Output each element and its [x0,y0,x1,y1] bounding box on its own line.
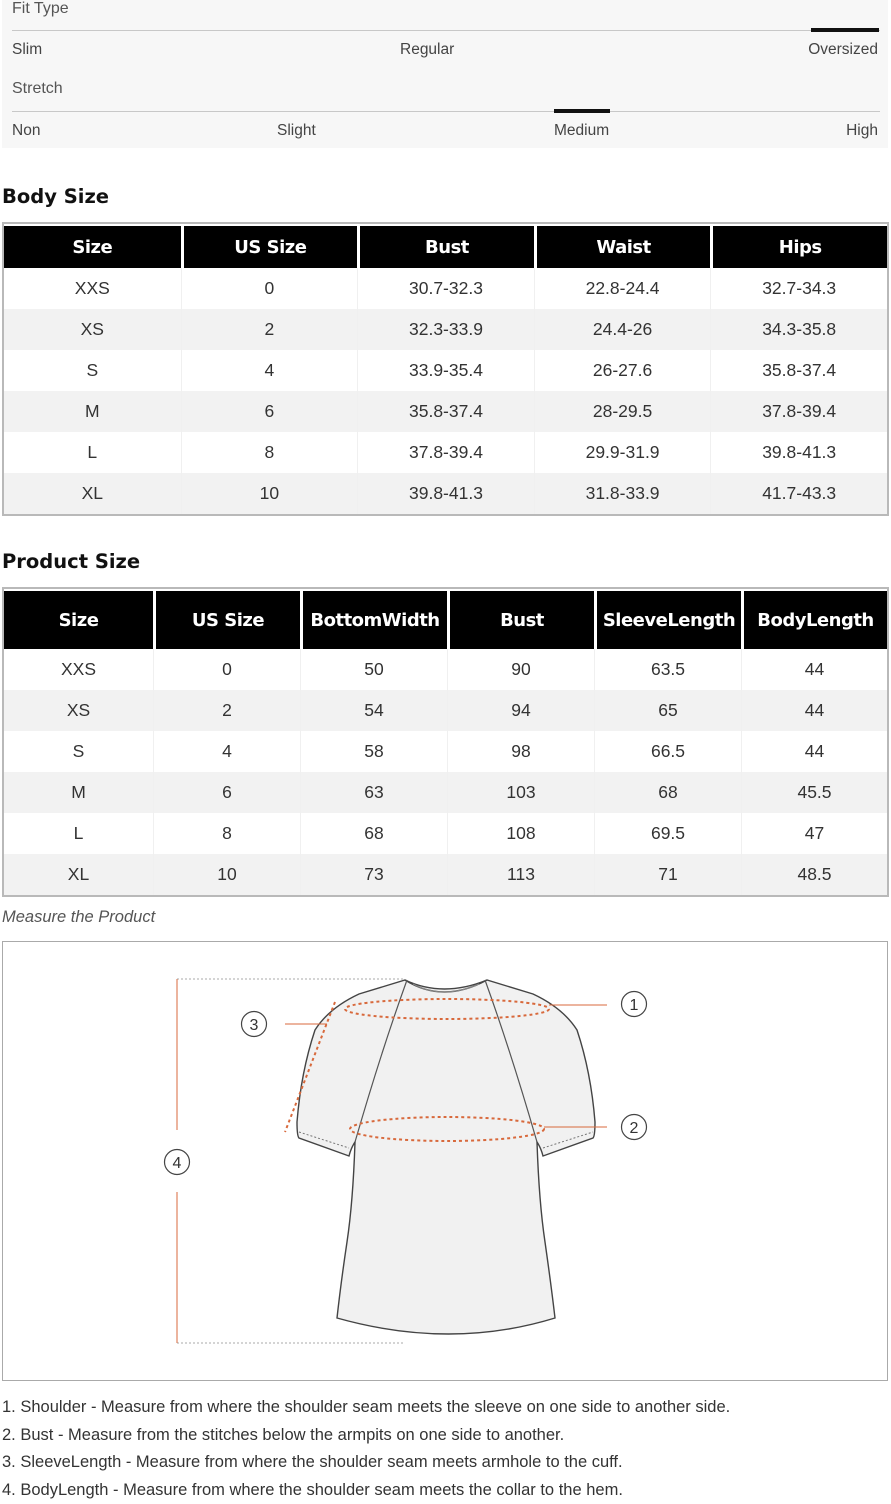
table-cell: 4 [181,350,358,391]
table-cell: 71 [594,854,741,895]
table-cell: 37.8-39.4 [710,391,887,432]
table-cell: 22.8-24.4 [534,268,711,309]
stretch-option-slight: Slight [277,122,316,140]
stretch-label: Stretch [12,80,63,98]
header-bust: Bust [357,224,534,268]
table-cell: 68 [300,813,447,854]
fit-option-oversized: Oversized [808,41,878,59]
table-cell: XL [4,854,153,895]
table-cell: 98 [447,731,594,772]
table-cell: 54 [300,690,447,731]
table-cell: M [4,772,153,813]
table-row [4,813,887,854]
note-body-length: 4. BodyLength - Measure from where the shoulder seam meets the collar to the hem. [2,1477,730,1504]
table-cell: S [4,731,153,772]
table-row [4,772,887,813]
table-cell: 113 [447,854,594,895]
table-cell: 2 [181,309,358,350]
header-us-size: US Size [181,224,358,268]
table-cell: 29.9-31.9 [534,432,711,473]
body-size-title: Body Size [2,185,109,208]
table-row [4,649,887,690]
table-cell: 32.7-34.3 [710,268,887,309]
table-row [4,391,887,432]
table-cell: 44 [741,690,887,731]
header-size: Size [4,224,181,268]
table-cell: 0 [181,268,358,309]
table-row [4,432,887,473]
fit-type-selected-marker [811,28,879,32]
table-cell: 4 [153,731,300,772]
header-waist: Waist [534,224,711,268]
header-sleeve-length: SleeveLength [594,589,741,649]
table-cell: 10 [181,473,358,514]
table-cell: 68 [594,772,741,813]
table-cell: 6 [153,772,300,813]
fit-option-slim: Slim [12,41,42,59]
table-cell: 44 [741,649,887,690]
table-cell: 73 [300,854,447,895]
table-cell: XXS [4,649,153,690]
marker-4-label: 4 [173,1155,182,1172]
measure-title: Measure the Product [2,908,155,927]
table-cell: 90 [447,649,594,690]
header-size: Size [4,589,153,649]
table-cell: L [4,813,153,854]
table-cell: 58 [300,731,447,772]
stretch-option-non: Non [12,122,40,140]
table-cell: 32.3-33.9 [357,309,534,350]
table-row [4,309,887,350]
table-cell: L [4,432,181,473]
tshirt-diagram [3,942,887,1380]
table-cell: 69.5 [594,813,741,854]
table-cell: 39.8-41.3 [710,432,887,473]
table-row [4,350,887,391]
product-size-title: Product Size [2,550,140,573]
fit-type-scale [12,30,880,31]
table-cell: XL [4,473,181,514]
marker-2-label: 2 [630,1120,639,1137]
stretch-option-high: High [846,122,878,140]
table-cell: 2 [153,690,300,731]
marker-2 [622,1115,647,1140]
table-cell: 8 [181,432,358,473]
note-shoulder: 1. Shoulder - Measure from where the shoulder seam meets the sleeve on one side to another side. [2,1394,730,1422]
table-cell: 47 [741,813,887,854]
body-size-table [2,222,889,516]
table-cell: 44 [741,731,887,772]
table-row [4,268,887,309]
table-cell: 0 [153,649,300,690]
table-cell: 41.7-43.3 [710,473,887,514]
table-cell: XXS [4,268,181,309]
note-sleeve-length: 3. SleeveLength - Measure from where the shoulder seam meets armhole to the cuff. [2,1449,730,1477]
table-cell: 24.4-26 [534,309,711,350]
table-cell: 66.5 [594,731,741,772]
table-row [4,690,887,731]
marker-1-label: 1 [630,997,639,1014]
table-cell: 34.3-35.8 [710,309,887,350]
table-cell: 45.5 [741,772,887,813]
marker-4 [165,1150,190,1175]
marker-1 [622,992,647,1017]
table-header-row [4,589,887,649]
table-row [4,473,887,514]
measurement-diagram [2,941,888,1381]
stretch-scale [12,111,880,112]
table-cell: 63 [300,772,447,813]
table-cell: 65 [594,690,741,731]
table-cell: 28-29.5 [534,391,711,432]
table-row [4,731,887,772]
table-cell: 10 [153,854,300,895]
table-cell: 26-27.6 [534,350,711,391]
header-us-size: US Size [153,589,300,649]
note-bust: 2. Bust - Measure from the stitches below the armpits on one side to another. [2,1422,730,1450]
table-cell: 48.5 [741,854,887,895]
marker-3-label: 3 [250,1017,259,1034]
fit-type-label: Fit Type [12,0,69,18]
table-cell: S [4,350,181,391]
table-cell: 50 [300,649,447,690]
table-cell: 8 [153,813,300,854]
table-cell: XS [4,309,181,350]
tshirt-outline [297,980,595,1334]
table-header-row [4,224,887,268]
header-hips: Hips [710,224,887,268]
table-cell: 6 [181,391,358,432]
header-bust: Bust [447,589,594,649]
header-body-length: BodyLength [741,589,887,649]
header-bottom-width: BottomWidth [300,589,447,649]
product-size-table [2,587,889,897]
stretch-option-medium: Medium [554,122,609,140]
table-cell: 35.8-37.4 [710,350,887,391]
marker-3 [242,1012,267,1037]
table-cell: 108 [447,813,594,854]
fit-stretch-panel [2,0,888,148]
table-cell: XS [4,690,153,731]
fit-option-regular: Regular [400,41,454,59]
table-cell: 30.7-32.3 [357,268,534,309]
table-cell: 35.8-37.4 [357,391,534,432]
table-row [4,854,887,895]
table-cell: 103 [447,772,594,813]
stretch-selected-marker [554,109,610,113]
measurement-notes [2,1394,730,1504]
table-cell: 31.8-33.9 [534,473,711,514]
table-cell: 37.8-39.4 [357,432,534,473]
table-cell: 39.8-41.3 [357,473,534,514]
table-cell: 63.5 [594,649,741,690]
table-cell: 94 [447,690,594,731]
table-cell: M [4,391,181,432]
table-cell: 33.9-35.4 [357,350,534,391]
